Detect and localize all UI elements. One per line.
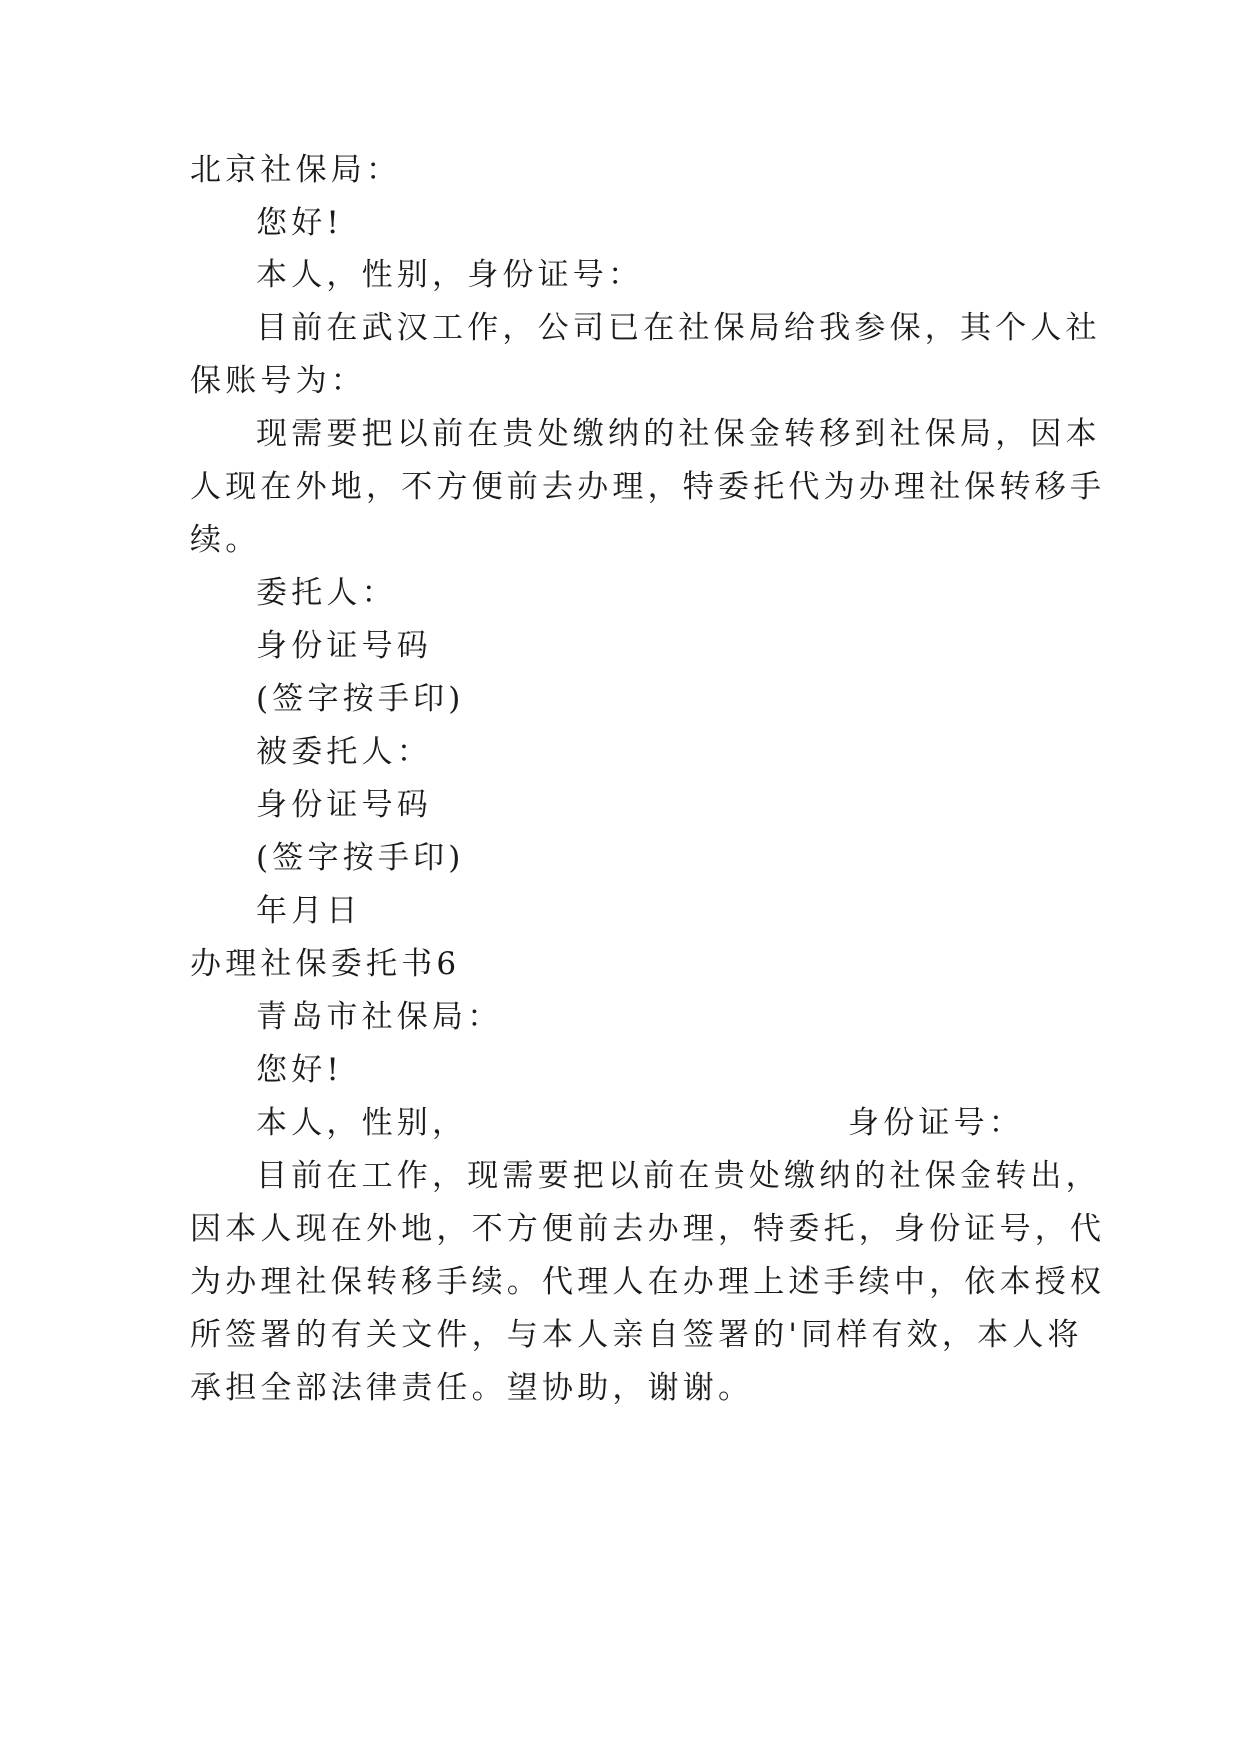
letter2-paragraph-line1: 目前在工作，现需要把以前在贵处缴纳的社保金转出， [256, 1158, 1101, 1194]
letter2-paragraph-line3: 为办理社保转移手续。代理人在办理上述手续中，依本授权 [190, 1264, 1106, 1300]
letter2-paragraph-line4: 所签署的有关文件，与本人亲自签署的'同样有效，本人将 [190, 1317, 1083, 1353]
letter2-id-line-left: 本人，性别， [256, 1105, 468, 1141]
letter1-greeting: 您好! [256, 205, 344, 241]
letter1-paragraph2-line3: 续。 [190, 522, 261, 558]
principal-id-label: 身份证号码 [256, 628, 432, 664]
letter1-id-line: 本人，性别，身份证号： [256, 257, 644, 293]
agent-id-label: 身份证号码 [256, 787, 432, 823]
letter1-paragraph2-line1: 现需要把以前在贵处缴纳的社保金转移到社保局，因本 [256, 416, 1101, 452]
agent-label: 被委托人： [256, 734, 432, 770]
letter2-paragraph-line5: 承担全部法律责任。望协助，谢谢。 [190, 1370, 754, 1406]
letter2-greeting: 您好! [256, 1052, 344, 1088]
letter2-id-line-right: 身份证号： [848, 1105, 1024, 1141]
letter2-recipient: 青岛市社保局： [256, 999, 503, 1035]
letter1-paragraph2-line2: 人现在外地，不方便前去办理，特委托代为办理社保转移手 [190, 469, 1106, 505]
letter1-paragraph1-line1: 目前在武汉工作，公司已在社保局给我参保，其个人社 [256, 310, 1101, 346]
section-title: 办理社保委托书6 [190, 946, 461, 982]
letter1-paragraph1-line2: 保账号为： [190, 363, 366, 399]
letter1-recipient: 北京社保局： [190, 152, 402, 188]
principal-signature-note: (签字按手印) [256, 681, 465, 717]
agent-signature-note: (签字按手印) [256, 840, 465, 876]
letter2-paragraph-line2: 因本人现在外地，不方便前去办理，特委托，身份证号，代 [190, 1211, 1106, 1247]
letter1-date: 年月日 [256, 893, 362, 929]
principal-label: 委托人： [256, 575, 397, 611]
